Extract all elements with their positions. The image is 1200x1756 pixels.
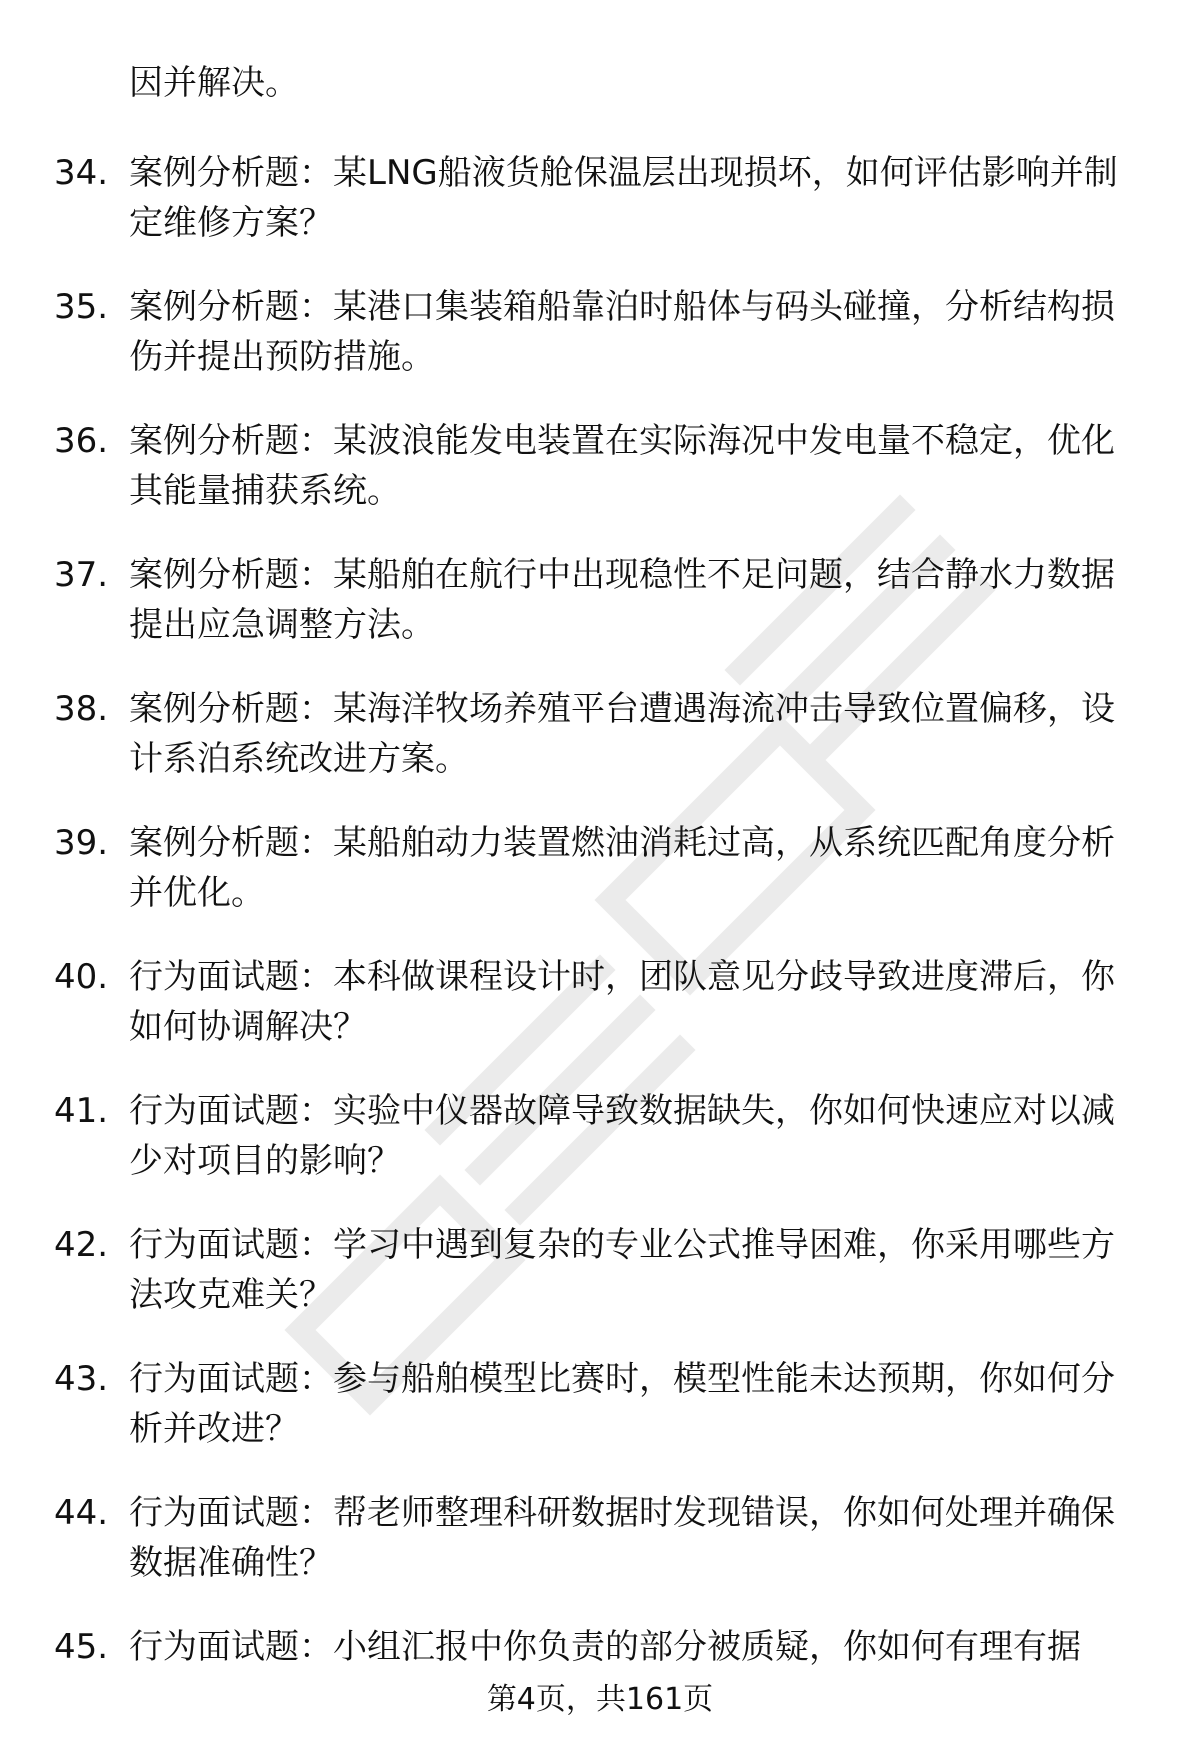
- list-item: [0, 818, 1200, 952]
- list-item: [0, 282, 1200, 416]
- list-item: [0, 550, 1200, 684]
- question-text: 案例分析题：某船舶在航行中出现稳性不足问题，结合静水力数据提出应急调整方法。: [129, 555, 1115, 645]
- question-text: 行为面试题：实验中仪器故障导致数据缺失，你如何快速应对以减少对项目的影响？: [129, 1091, 1115, 1181]
- question-number: 40.: [54, 957, 109, 997]
- question-text: 案例分析题：某海洋牧场养殖平台遭遇海流冲击导致位置偏移，设计系泊系统改进方案。: [129, 689, 1115, 779]
- list-item: [0, 684, 1200, 818]
- question-number: 36.: [54, 421, 109, 461]
- list-item: [0, 1354, 1200, 1488]
- question-text: 行为面试题：小组汇报中你负责的部分被质疑，你如何有理有据: [129, 1627, 1081, 1667]
- continuation-text: 因并解决。: [129, 63, 299, 103]
- question-number: 39.: [54, 823, 109, 863]
- question-number: 42.: [54, 1225, 109, 1265]
- question-text: 案例分析题：某船舶动力装置燃油消耗过高，从系统匹配角度分析并优化。: [129, 823, 1115, 913]
- question-text: 行为面试题：学习中遇到复杂的专业公式推导困难，你采用哪些方法攻克难关？: [129, 1225, 1115, 1315]
- list-item: [0, 148, 1200, 282]
- question-number: 41.: [54, 1091, 109, 1131]
- question-text: 案例分析题：某LNG船液货舱保温层出现损坏，如何评估影响并制定维修方案？: [129, 153, 1118, 243]
- question-text: 案例分析题：某波浪能发电装置在实际海况中发电量不稳定，优化其能量捕获系统。: [129, 421, 1115, 511]
- question-text: 行为面试题：帮老师整理科研数据时发现错误，你如何处理并确保数据准确性？: [129, 1493, 1115, 1583]
- question-text: 行为面试题：本科做课程设计时，团队意见分歧导致进度滞后，你如何协调解决？: [129, 957, 1115, 1047]
- question-number: 34.: [54, 153, 109, 193]
- question-number: 45.: [54, 1627, 109, 1667]
- question-number: 38.: [54, 689, 109, 729]
- question-number: 44.: [54, 1493, 109, 1533]
- list-item: [0, 1086, 1200, 1220]
- list-item: [0, 1488, 1200, 1622]
- list-item: [0, 1220, 1200, 1354]
- list-item: [0, 952, 1200, 1086]
- question-text: 行为面试题：参与船舶模型比赛时，模型性能未达预期，你如何分析并改进？: [129, 1359, 1115, 1449]
- question-list: [0, 148, 1200, 1756]
- question-text: 案例分析题：某港口集装箱船靠泊时船体与码头碰撞，分析结构损伤并提出预防措施。: [129, 287, 1115, 377]
- question-number: 43.: [54, 1359, 109, 1399]
- page-footer: 第4页，共161页: [486, 1682, 714, 1717]
- question-number: 37.: [54, 555, 109, 595]
- question-number: 35.: [54, 287, 109, 327]
- list-item: [0, 416, 1200, 550]
